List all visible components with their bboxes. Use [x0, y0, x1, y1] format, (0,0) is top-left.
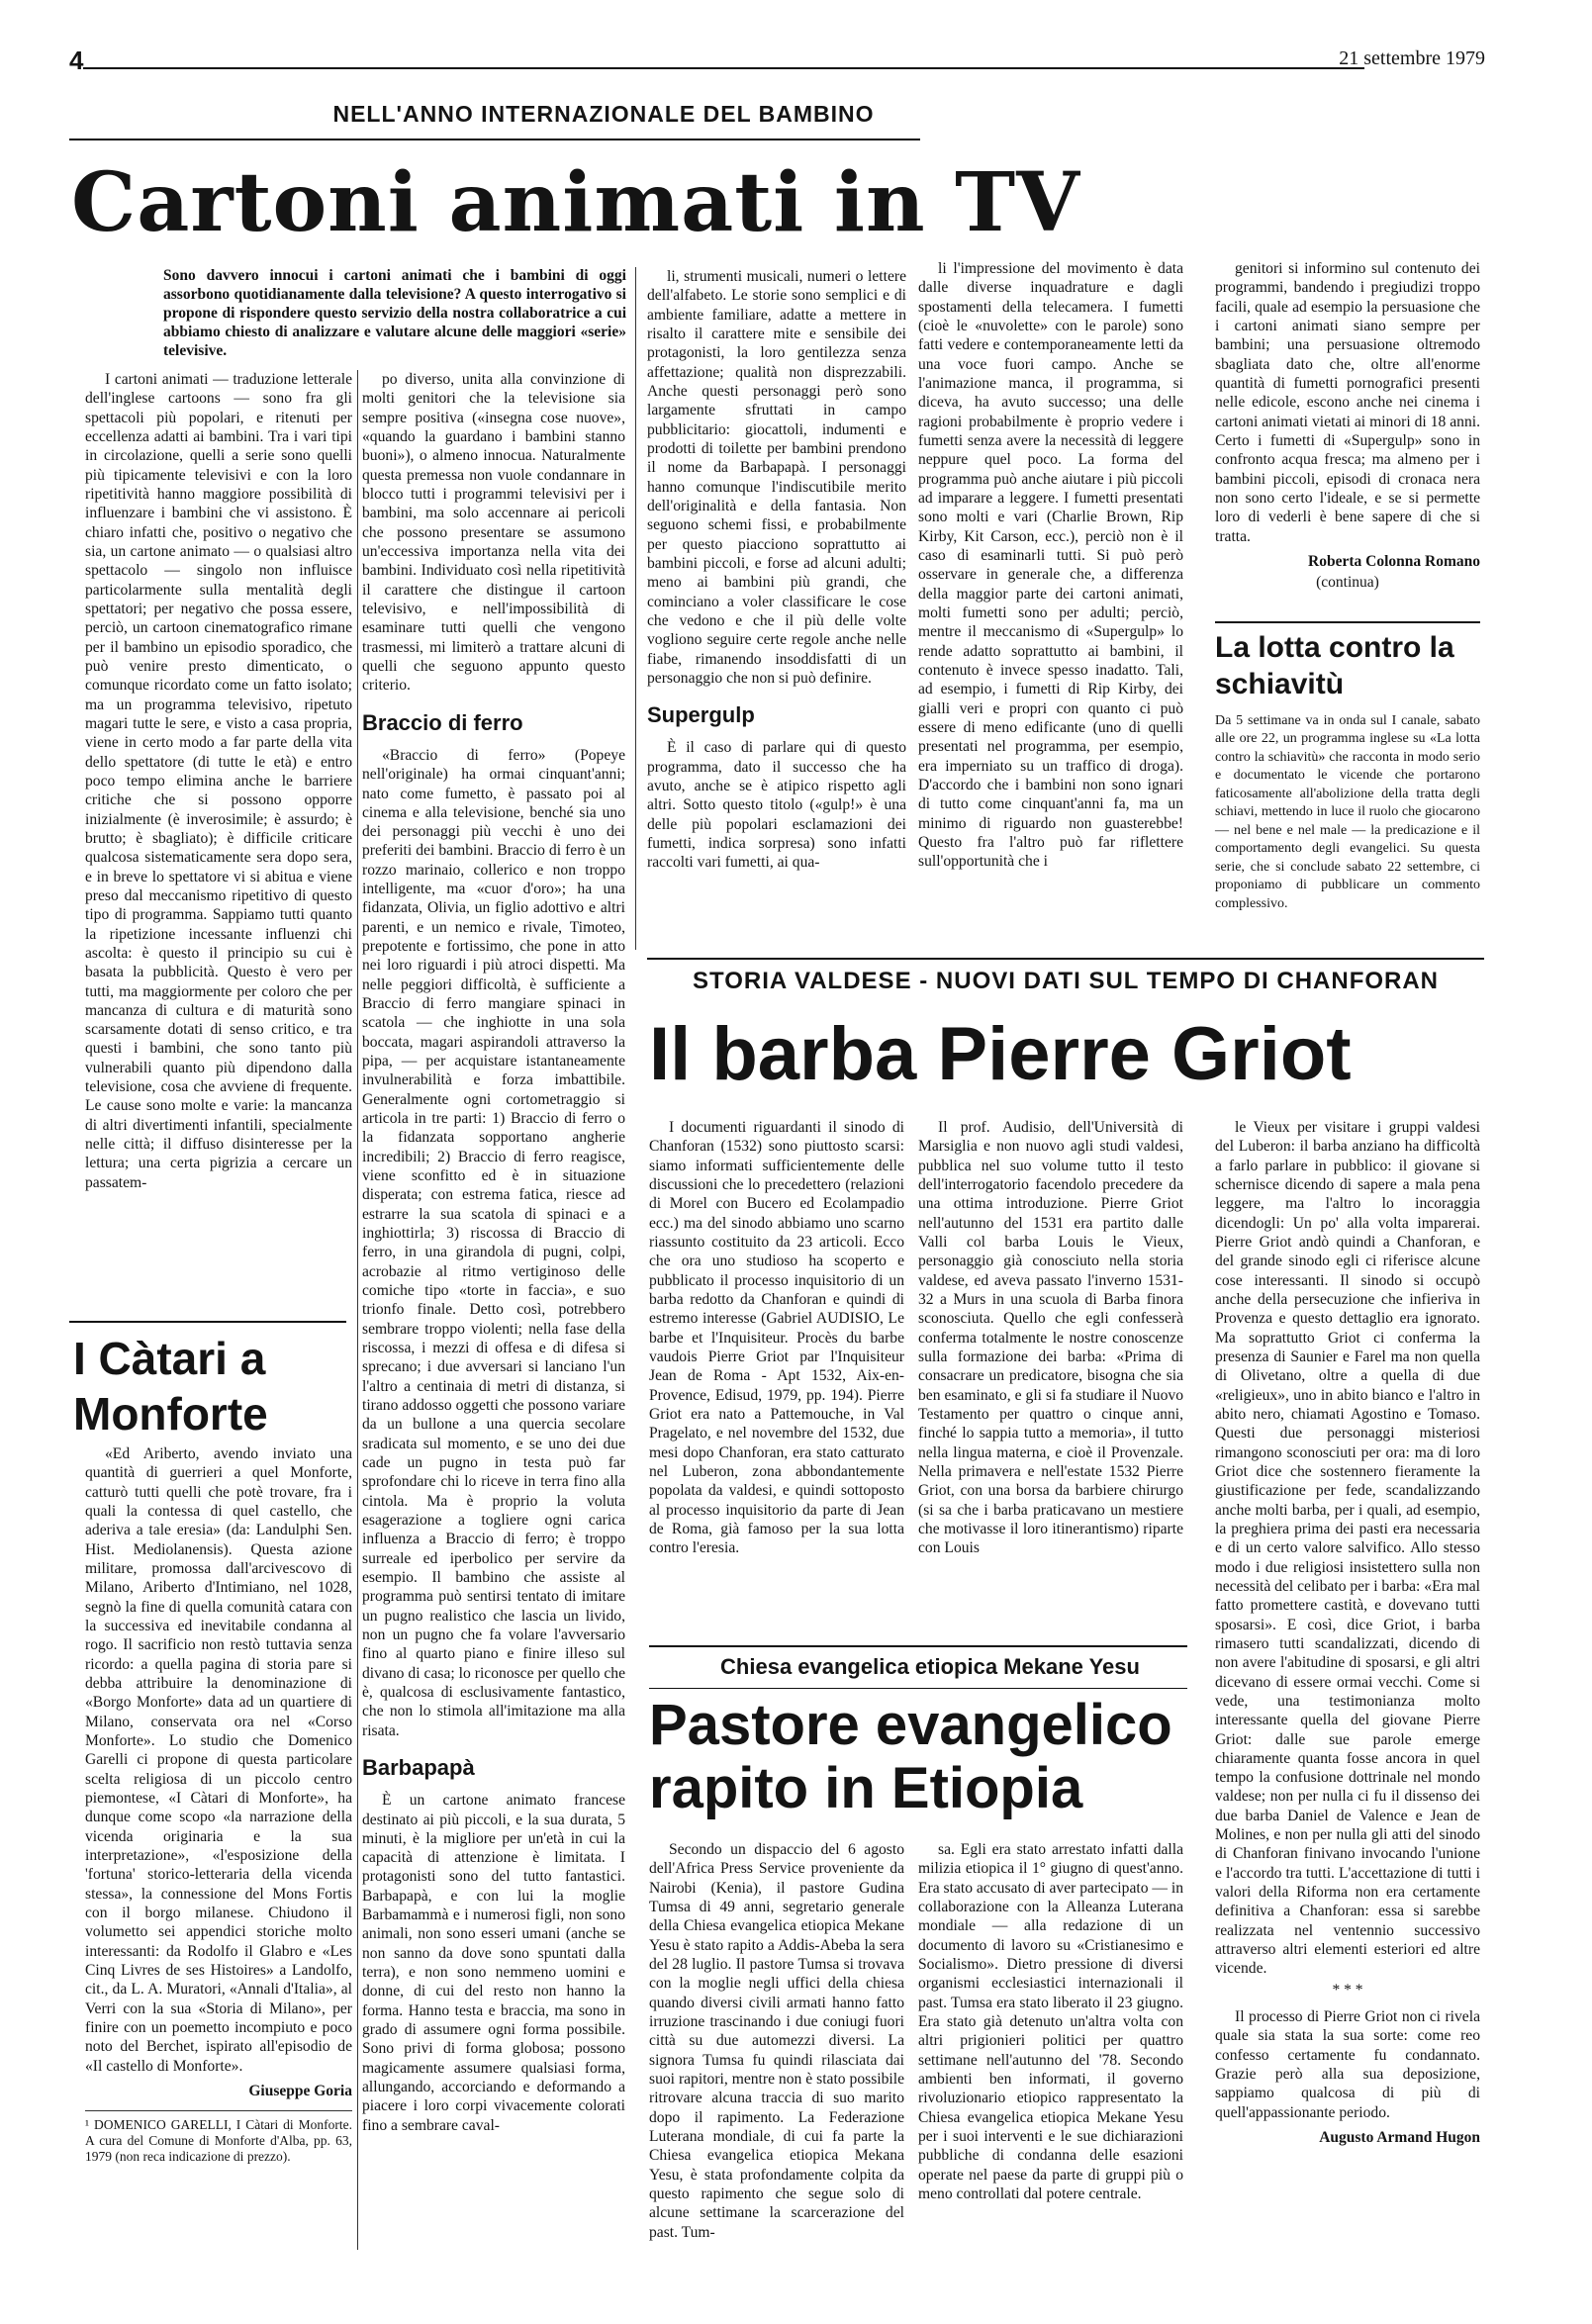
cartoni-column-5 — [1215, 259, 1480, 625]
lotta-headline: La lotta contro la schiavitù — [1215, 631, 1454, 700]
cartoni-column-1 — [85, 370, 352, 1320]
griot-column-2 — [918, 1118, 1183, 1642]
header-rule — [83, 67, 1364, 69]
cartoni-col2-text-c: È un cartone animato francese destinato ai più piccoli, e la sua durata, 5 minuti, è la migliore per un'età in cui la capacità di attenzione è limitata. I protagonisti sono del tutto fantastici. Barbapapà, e con lui la moglie Barbamammà e i numerosi figli, non sono animali, non sono esseri umani (anche se non sanno da dove sono spuntati dalla terra), e non sono nemmeno uomini e donne, di cui del resto non hanno la forma. Hanno testa e braccia, ma sono in grado di assumere ogni forma possibile. Sono privi di forma globosa; possono magicamente assumere qualsiasi forma, allungando, accorciando e deformando a piacere i loro corpi vivacemente colorati fino a sembrare caval- — [362, 1792, 625, 2134]
cartoni-column-2 — [362, 370, 625, 2255]
etiopia-column-1 — [649, 1840, 904, 2256]
cartoni-col2-text-a: po diverso, unita alla convinzione di molti genitori che la televisione sia sempre positiva («insegna cose nuove», «quando la guardano i bambini stanno buoni»), o almeno innocua. Naturalmente questa premessa non vuole condannare in blocco tutti i programmi televisivi per i bambini, ma solo accennare ai pericoli che possono presentare se assumono un'eccessiva importanza nella vita dei bambini. Individuato così nella ripetitività il carattere che distingue il cartoon televisivo, e nell'impossibilità di esaminare tutti quelli che vengono trasmessi, mi limiterò a trattare alcuni di quelli che seguono appunto questo criterio. — [362, 371, 625, 695]
cartoni-author: Roberta Colonna Romano — [1308, 552, 1480, 570]
catari-author: Giuseppe Goria — [248, 2082, 352, 2099]
cartoni-col1-text: I cartoni animati — traduzione letterale dell'inglese cartoons — sono fra gli spettacoli più popolari, e ritenuti per eccellenza adatti ai bambini. Tra i vari tipi in circolazione, quelli a serie sono quelli più tipicamente televisivi e con la loro ripetitività hanno maggiore possibilità di influenzare i bambini che vi assistono. È chiaro infatti che, positivo o negativo che sia, un cartone animato — o qualsiasi altro spettacolo — singolo non influisce particolarmente sulla mentalità degli spettatori; per negativo che possa essere, perciò, un cartoon cinematografico rimane per il bambino un episodio sporadico, che può venire presto dimenticato, o comunque ricordato come un fatto isolato; ma un programma televisivo, ripetuto magari tutte le sere, e visto a casa propria, viene in certo modo a far parte della vita dello spettatore (di tutte le età) e entro poco tempo elimina anche le barriere critiche che si possono opporre inizialmente (è inverosimile; è assurdo; è brutto; è sbagliato); è difficile criticare qualcosa sistematicamente sera dopo sera, e in breve lo spettatore vi si abitua e viene preso dal meccanismo ripetitivo di questo tipo di programma. Sappiamo tutti quanto la ripetizione incessante influenzi chi ascolta: è questo il principio su cui è basata la pubblicità. Questo è vero per tutti, ma maggiormente per coloro che per mancanza di cultura e di maturità sono scarsamente dotati di senso critico, e tra questi i bambini, che sono tanto più vulnerabili quanto più dipendono dalla televisione, cosa che avviene di frequente. Le cause sono molte e varie: la mancanza di altri divertimenti infantili, specialmente nelle città; il diffuso disinteresse per la lettura; una certa pigrizia a cercare un passatem- — [85, 371, 352, 1191]
griot-headline: Il barba Pierre Griot — [649, 1012, 1352, 1096]
section-kicker: NELL'ANNO INTERNAZIONALE DEL BAMBINO — [332, 101, 875, 127]
column-divider — [635, 267, 636, 950]
griot-col3-text-b: Il processo di Pierre Griot non ci rivela quale sia stata la sua sorte: come reo confesso certamente fu condannato. Grazie però alla sua deposizione, sappiamo qualcosa di più di quell'appassionante periodo. — [1215, 2007, 1480, 2121]
griot-col1-text: I documenti riguardanti il sinodo di Chanforan (1532) sono piuttosto scarsi: siamo informati sufficientemente delle discussioni che lo precedettero (relazioni di Morel con Bucero ed Ecolampadio ecc.) ma del sinodo abbiamo uno scarno riassunto costituito da 23 articoli. Ecco che ora uno studioso ha scoperto e pubblicato il processo inquisitorio di un barba redotto da Chanforan e quindi di estremo interesse (Gabriel AUDISIO, Le barbe et l'Inquisiteur. Procès du barbe vaudois Pierre Griot par l'Inquisiteur Jean de Roma - Apt 1532, Aix-en-Provence, Edisud, 1979, pp. 194). Pierre Griot era nato a Pattemouche, in Val Pragelato, e nel novembre del 1532, due mesi dopo Chanforan, era stato catturato nel Luberon, zona abbondantemente popolata da valdesi, e quindi sottoposto al processo inquisitorio da parte di Jean de Roma, già famoso per la sua lotta contro l'eresia. — [649, 1119, 904, 1557]
page-number: 4 — [69, 46, 84, 75]
griot-kicker: STORIA VALDESE - NUOVI DATI SUL TEMPO DI CHANFORAN — [692, 968, 1440, 994]
etiopia-rule-top — [649, 1645, 1187, 1647]
column-divider — [357, 370, 358, 2250]
catari-footnote: ¹ DOMENICO GARELLI, I Càtari di Monforte. A cura del Comune di Monforte d'Alba, pp. 63, 1979 (non reca indicazione di prezzo). — [85, 2110, 352, 2166]
subhead-braccio-di-ferro: Braccio di ferro — [362, 709, 523, 735]
cartoni-column-4 — [918, 259, 1183, 952]
subhead-barbapapa: Barbapapà — [362, 1754, 475, 1780]
cartoni-col3-text-a: li, strumenti musicali, numeri o lettere dell'alfabeto. Le storie sono semplici e di ambiente familiare, adatte a mettere in risalto il carattere mite e sensibile dei protagonisti, la loro gentilezza senza affettazione; qualità non disprezzabili. Anche questi personaggi però sono largamente sfruttati in campo pubblicitario: giocattoli, indumenti e prodotti di toilette per bambini prendono il nome da Barbapapà. I personaggi hanno comunque l'indiscutibile merito dell'originalità e della fantasia. Non seguono schemi fissi, e probabilmente per questo piacciono soprattutto ai bambini piccoli, e forse ad alcuni adulti; meno ai bambini più grandi, che cominciano a voler classificare le cose che vedono e che il più delle volte vogliono seguire certe regole anche nelle fiabe, rimanendo insoddisfatti di un personaggio che non si può definire. — [647, 268, 906, 687]
cartoni-col5-text: genitori si informino sul contenuto dei programmi, bandendo i pregiudizi troppo facili, quale ad esempio la persuasione che i cartoni animati siano sempre per bambini; una persuasione oltremodo sbagliata dato che, oltre all'enorme quantità di fumetti pornografici presenti nelle edicole, escono anche nei cinema i cartoni animati vietati ai minori di 18 anni. Certo i fumetti di «Supergulp» sono in confronto acqua fresca; ma almeno per i bambini piccoli, episodi di cronaca nera non sono certo l'ideale, e se si permette loro di vederli è bene sapere di che si tratta. — [1215, 260, 1480, 545]
etiopia-headline-line1: Pastore evangelico — [649, 1693, 1172, 1757]
griot-col3-text: le Vieux per visitare i gruppi valdesi del Luberon: il barba anziano ha difficoltà a farlo parlare in pubblico: il giovane si schernisce dicendo di sapere a mala pena leggere, ma l'altro lo incoraggia dicendogli: Un po' alla volta imparerai. Pierre Griot andò quindi a Chanforan, e del grande sinodo egli ci riferisce alcune cose interessanti. Il sinodo si occupò anche della persecuzione che infieriva in Provenza e questo dettaglio era ignorato. Ma soprattutto Griot ci conferma la presenza di Saunier e Farel ma non quella di Olivetano, oltre a quella di due «religieux», uno in abito bianco e l'altro in abito nero, chiamati Agostino e Tomaso. Questi due personaggi misteriosi rimangono sconosciuti per ora: ma di loro Griot dice che sostennero fieramente la giustificazione per fede, scandalizzando anche molti barba, per i quali, ad esempio, la preghiera prima dei pasti era necessaria e di un certo valore salvifico. Allo stesso modo i due religiosi insistettero sulla non necessità del celibato per i barba: «Era mal fatto promettere castità, e dovevano tutti sposarsi». E così, dice Griot, i barba rimasero tutti scandalizzati, dicendo di non avere l'abitudine di sposarsi, e gli altri dicevano di essere ormai vecchi. Come si vede, una testimonianza molto interessante quella del giovane Pierre Griot: dalle sue parole emerge chiaramente quanta fosse ancora in quel tempo la confusione dottrinale nel mondo valdese; non per nulla ci fu il dissenso dei due barba Daniel de Valence e Jean de Molines, e non per nulla gli atti del sinodo di Chanforan finivano invocando l'unione e l'accordo tra tutti. L'accettazione di tutti i valori della Riforma non era certamente definitiva a Chanforan: essa si sarebbe realizzata nel ventennio successivo attraverso altri elementi esteriori ed altre vicende. — [1215, 1119, 1481, 1978]
subhead-supergulp: Supergulp — [647, 702, 755, 728]
main-headline: Cartoni animati in TV — [71, 155, 1080, 250]
griot-author: Augusto Armand Hugon — [1319, 2128, 1480, 2146]
griot-rule-top — [647, 958, 1484, 960]
issue-date: 21 settembre 1979 — [1339, 47, 1485, 69]
article-intro: Sono davvero innocui i cartoni animati che i bambini di oggi assorbono quotidianamente dalla televisione? A questo interrogativo si propone di rispondere questo servizio della nostra collaboratrice a cui abbiamo chiesto di analizzare e valutare alcune delle maggiori «serie» televisive. — [163, 267, 626, 359]
griot-col2-text: Il prof. Audisio, dell'Università di Marsiglia e non nuovo agli studi valdesi, pubblica nel suo volume tutto il testo dell'interrogatorio facendolo precedere da una ottima introduzione. Pierre Griot nell'autunno del 1531 era partito dalle Valli col barba Louis le Vieux, personaggio già conosciuto nella storia valdese, ed aveva passato l'inverno 1531-32 a Murs in una scuola di Barba finora sconosciuta. Quello che egli confesserà conferma totalmente le nostre conoscenze sulla formazione dei barba: «Prima di consacrare un predicatore, bisogna che sia ben esaminato, e gli si fa studiare il Nuovo Testamento per quattro o cinque anni, finché lo sappia tutto a memoria», il tutto nella lingua materna, e cioè il Provenzale. Nella primavera e nell'estate 1532 Pierre Griot, con una borsa da barbiere chirurgo (si sa che i barba praticavano un mestiere che motivasse il loro itinerantismo) riparte con Louis — [918, 1119, 1183, 1557]
etiopia-kicker: Chiesa evangelica etiopica Mekane Yesu — [720, 1654, 1140, 1679]
catari-headline: I Càtari a Monforte — [73, 1333, 268, 1440]
catari-column — [85, 1444, 352, 2256]
cartoni-col3-text-b: È il caso di parlare qui di questo programma, dato il successo che ha avuto, anche se è atipico rispetto agli altri. Sotto questo titolo («gulp!» è una delle più popolari esclamazioni dei fumetti, indica sorpresa) sono infatti raccolti vari fumetti, ai qua- — [647, 739, 906, 872]
griot-column-3 — [1215, 1118, 1480, 2256]
cartoni-col4-text: li l'impressione del movimento è data dalle diverse inquadrature e dagli spostamenti della telecamera. I fumetti (cioè le «nuvolette» con le parole) sono fatti vedere e contemporaneamente letti da una voce fuori campo. Anche se l'animazione manca, il programma, si diceva, ha avuto successo; una delle ragioni probabilmente è proprio vedere i fumetti senza avere la necessità di leggere neppure quel poco. La forma del programma può anche aiutare i più piccoli ad imparare a leggere. I fumetti presentati sono molti e vari (Charlie Brown, Rip Kirby, Kit Carson, ecc.), perciò non è il caso di esaminarli tutti. Si può però osservare in generale che, a differenza della maggior parte dei cartoni animati, molti fumetti sono per adulti; perciò, mentre il meccanismo di «Supergulp» lo rende adatto soprattutto ai bambini, il contenuto è invece spesso inadatto. Tali, ad esempio, i fumetti di Rip Kirby, dei gialli veri e propri con quanto ci può essere di meno edificante (uno di quelli presentati nel programma, per esempio, era imperniato su un traffico di droga). D'accordo che i bambini non sono ignari di tutto come cinquant'anni fa, ma un minimo di riguardo non guasterebbe! Questo fra l'altro può far riflettere sull'opportunità che i — [918, 260, 1183, 871]
kicker-rule — [69, 139, 920, 140]
catari-text: «Ed Ariberto, avendo inviato una quantità di guerrieri a quel Monforte, catturò tutti quelli che potè trovare, fra i quali la contessa di quel castello, che aderiva a tale eresia» (da: Landulphi Sen. Hist. Mediolanensis). Questa azione militare, promossa dall'arcivescovo di Milano, Ariberto d'Intimiano, nel 1028, segnò la fine di quella comunità catara con la successiva ed inevitabile condanna al rogo. Il sacrificio non restò tuttavia senza ricordo: a quella pagina di storia pare si debba attribuire la denominazione di «Borgo Monforte» data ad un quartiere di Milano, conservata ora nel «Corso Monforte». Lo studio che Domenico Garelli ci propone di questa particolare scelta religiosa di un piccolo centro piemontese, «I Càtari di Monforte», ha dunque come scopo «la narrazione della vicenda originaria e la sua interpretazione», «l'esposizione della 'fortuna' storico-letteraria della vicenda stessa», la connessione del Mons Fortis con il borgo milanese. Chiudono il volumetto sei appendici storiche molto interessanti: da Rodolfo il Glabro e «Les Cinq Livres de ses Histoires» a Landolfo, cit., da L. A. Muratori, «Annali d'Italia», al Verri con la sua «Storia di Milano», per finire con un poemetto incompiuto e poco noto del Berchet, ispirato all'episodio de «Il castello di Monforte». — [85, 1445, 352, 2075]
etiopia-rule-bottom — [649, 1688, 1187, 1689]
etiopia-column-2 — [918, 1840, 1183, 2256]
cartoni-column-3 — [647, 267, 906, 950]
lotta-text: Da 5 settimane va in onda sul I canale, sabato alle ore 22, un programma inglese su «La lotta contro la schiavitù» che racconta in modo serio e documentato le vicende che portarono faticosamente all'abolizione della tratta degli schiavi, mettendo in luce il ruolo che giocarono — nel bene e nel male — la predicazione e il comportamento degli evangelici. Su questa serie, che si conclude sabato 22 settembre, ci proponiamo di pubblicare un commento complessivo. — [1215, 713, 1480, 911]
etiopia-col1-text: Secondo un dispaccio del 6 agosto dell'Africa Press Service proveniente da Nairobi (Kenia), il pastore Gudina Tumsa di 49 anni, segretario generale della Chiesa evangelica etiopica Mekane Yesu è stato rapito a Addis-Abeba la sera del 28 luglio. Il pastore Tumsa si trovava con la moglie negli uffici della chiesa quando diversi civili armati hanno fatto irruzione trascinando i due coniugi fuori città su due automezzi diversi. La signora Tumsa fu quindi rilasciata dai suoi rapitori, mentre non è stato possibile ritrovare alcuna traccia di suo marito dopo il rapimento. La Federazione Luterana mondiale, di cui fa parte la Chiesa evangelica etiopica Mekana Yesu, è stata profondamente colpita da questo rapimento che segue solo di alcune settimane la scarcerazione del past. Tum- — [649, 1841, 904, 2241]
catari-rule — [69, 1321, 346, 1323]
cartoni-continua: (continua) — [1316, 574, 1379, 592]
lotta-rule — [1215, 621, 1480, 623]
griot-separator: * * * — [1332, 1981, 1363, 1999]
griot-column-1 — [649, 1118, 904, 1642]
etiopia-col2-text: sa. Egli era stato arrestato infatti dalla milizia etiopica il 1° giugno di quest'anno. Era stato accusato di aver partecipato — in collaborazione con la Alleanza Luterana mondiale — alla redazione di un documento di lavoro su «Cristianesimo e Socialismo». Dietro pressione di diversi organismi ecclesiastici internazionali il past. Tumsa era stato liberato il 23 giugno. Era stato già detenuto un'altra volta con altri prigionieri politici per quattro settimane nell'autunno del '78. Secondo ambienti ben informati, il governo rivoluzionario etiopico rappresentato la Chiesa evangelica etiopica Mekane Yesu per i suoi interventi e le sue dichiarazioni pubbliche di condanna delle esazioni operate nel paese da parte di gruppi più o meno controllati dal potere centrale. — [918, 1841, 1184, 2202]
cartoni-col2-text-b: «Braccio di ferro» (Popeye nell'originale) ha ormai cinquant'anni; nato come fumetto, è passato poi al cinema e alla televisione, benché sia uno dei personaggi più vecchi è uno dei preferiti dei bambini. Braccio di ferro è un rozzo marinaio, collerico e non troppo intelligente, ma «cuor d'oro»; ha una fidanzata, Olivia, un figlio adottivo e altri parenti, e un nemico e rivale, Timoteo, prepotente e fortissimo, che pone in atto nei loro riguardi i più atroci dispetti. Ma nelle peggiori difficoltà, è sufficiente a Braccio di ferro mangiare spinaci in scatola — che inghiotte in una sola boccata, magari aspirandoli attraverso la pipa, — per acquistare istantaneamente invulnerabilità e forza imbattibile. Generalmente ogni cortometraggio si articola in tre parti: 1) Braccio di ferro o la fidanzata sopportano angherie incredibili; 2) Braccio di ferro reagisce, viene sconfitto ed è in situazione disperata; con estrema fatica, riesce ad estrarre la sua scatola di spinaci e a inghiottirla; 3) riscossa di Braccio di ferro, in una girandola di pugni, colpi, acrobazie al ritmo vertiginoso delle comiche tipo «torte in faccia», e suo trionfo finale. Detto così, potrebbero sembrare troppo violenti; nella fase della riscossa, i mezzi di offesa e di difesa si sprecano; i due avversari si lanciano l'un l'altro a centinaia di metri di distanza, si tirano addosso oggetti che possono variare da un bullone a una quercia secolare sradicata sul momento, e se uno dei due cade un pugno in testa può far sprofondare chi lo riceve in terra fino alla cintola. Ma è proprio la voluta esagerazione a togliere ogni carica influenza a Braccio di ferro; è troppo surreale ed iperbolico per servire da esempio. Il bambino che assiste al programma può sentirsi tentato di imitare un pugno realistico che lascia un livido, non un pugno che fa volare l'avversario fino al quarto piano e finire illeso sul divano di casa; lo riconosce per quello che è, qualcosa di esclusivamente fantastico, che non lo stimola all'imitazione ma alla risata. — [362, 746, 625, 1739]
etiopia-headline-line2: rapito in Etiopia — [649, 1756, 1083, 1820]
